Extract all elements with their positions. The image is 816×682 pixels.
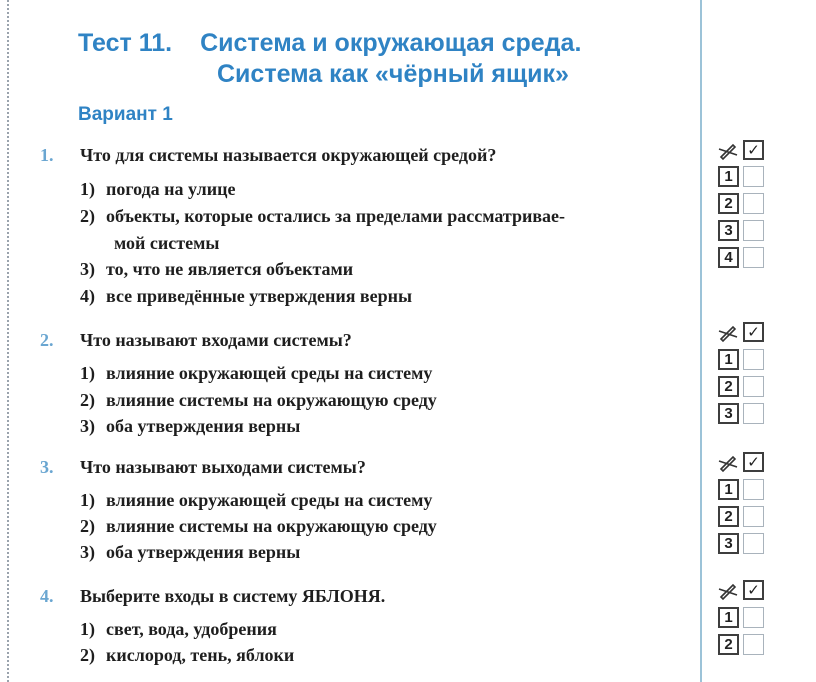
answer-number: 1 (718, 349, 739, 370)
option-text: влияние системы на окружающую среду (106, 516, 437, 536)
answer-row (714, 220, 774, 242)
option-3 (80, 542, 300, 563)
answer-number: 2 (718, 376, 739, 397)
option-2 (80, 516, 437, 537)
option-text: объекты, которые остались за пределами рассматривае- (106, 206, 566, 226)
answer-checkbox[interactable] (743, 220, 764, 241)
answer-number: 1 (718, 166, 739, 187)
answer-number: 3 (718, 220, 739, 241)
title-line-1: Система и окружающая среда. (200, 29, 582, 57)
answer-checkbox[interactable] (743, 403, 764, 424)
answer-number: 3 (718, 533, 739, 554)
answer-number: 2 (718, 634, 739, 655)
option-number: 2) (80, 645, 95, 665)
option-number: 1) (80, 490, 95, 510)
option-text: влияние системы на окружающую среду (106, 390, 437, 410)
answer-number: 1 (718, 479, 739, 500)
question-number: 4. (40, 586, 54, 606)
option-text: погода на улице (106, 179, 236, 199)
option-number: 1) (80, 619, 95, 639)
answer-checkbox[interactable] (743, 506, 764, 527)
option-number: 1) (80, 363, 95, 383)
page-edge-dotted-line (7, 0, 9, 682)
pencil-strikethrough-icon (718, 323, 738, 343)
option-text: влияние окружающей среды на систему (106, 363, 433, 383)
option-number: 4) (80, 286, 95, 306)
option-text: влияние окружающей среды на систему (106, 490, 433, 510)
check-icon: ✓ (743, 580, 764, 600)
answer-number: 4 (718, 247, 739, 268)
option-3 (80, 416, 300, 437)
answer-checkbox[interactable] (743, 376, 764, 397)
question-text: Что для системы называется окружающей средой? (80, 145, 497, 165)
answer-checkbox[interactable] (743, 166, 764, 187)
answer-row (714, 506, 774, 528)
variant-label: Вариант 1 (78, 104, 173, 125)
question-number: 1. (40, 145, 54, 165)
answer-checkbox[interactable] (743, 479, 764, 500)
answer-row (714, 403, 774, 425)
option-3 (80, 259, 353, 280)
check-icon: ✓ (743, 452, 764, 472)
test-number: Тест 11. (78, 29, 173, 57)
answer-checkbox[interactable] (743, 247, 764, 268)
answer-row (714, 247, 774, 269)
option-text: свет, вода, удобрения (106, 619, 277, 639)
answer-header (714, 322, 774, 344)
title-line-2: Система как «чёрный ящик» (217, 60, 569, 88)
option-number: 3) (80, 416, 95, 436)
check-icon: ✓ (743, 322, 764, 342)
answer-row (714, 533, 774, 555)
test-title (78, 28, 581, 90)
answer-checkbox[interactable] (743, 634, 764, 655)
question-text: Выберите входы в систему ЯБЛОНЯ. (80, 586, 386, 606)
answer-column-divider (700, 0, 702, 682)
answer-row (714, 193, 774, 215)
option-2 (80, 206, 565, 227)
pencil-strikethrough-icon (718, 453, 738, 473)
option-1 (80, 363, 432, 384)
option-1 (80, 490, 432, 511)
answer-checkbox[interactable] (743, 193, 764, 214)
answer-header (714, 452, 774, 474)
option-number: 3) (80, 259, 95, 279)
answer-row (714, 349, 774, 371)
answer-checkbox[interactable] (743, 349, 764, 370)
option-1 (80, 619, 277, 640)
option-4 (80, 286, 412, 307)
option-text: оба утверждения верны (106, 542, 301, 562)
answer-number: 3 (718, 403, 739, 424)
option-text: кислород, тень, яблоки (106, 645, 295, 665)
answer-row (714, 479, 774, 501)
option-number: 2) (80, 516, 95, 536)
option-1 (80, 179, 235, 200)
option-number: 1) (80, 179, 95, 199)
answer-header (714, 580, 774, 602)
pencil-strikethrough-icon (718, 581, 738, 601)
answer-number: 2 (718, 506, 739, 527)
check-icon: ✓ (743, 140, 764, 160)
option-2 (80, 390, 437, 411)
question-number: 3. (40, 457, 54, 477)
question-text: Что называют выходами системы? (80, 457, 366, 477)
option-2-continuation: мой системы (114, 233, 220, 253)
answer-header (714, 140, 774, 162)
pencil-strikethrough-icon (718, 141, 738, 161)
question-text: Что называют входами системы? (80, 330, 352, 350)
option-number: 2) (80, 390, 95, 410)
answer-row (714, 607, 774, 629)
answer-row (714, 634, 774, 656)
option-text: оба утверждения верны (106, 416, 301, 436)
answer-checkbox[interactable] (743, 607, 764, 628)
answer-row (714, 166, 774, 188)
option-text: все приведённые утверждения верны (106, 286, 413, 306)
option-number: 3) (80, 542, 95, 562)
answer-number: 2 (718, 193, 739, 214)
question-number: 2. (40, 330, 54, 350)
option-text: то, что не является объектами (106, 259, 354, 279)
answer-number: 1 (718, 607, 739, 628)
option-number: 2) (80, 206, 95, 226)
option-2 (80, 645, 294, 666)
answer-checkbox[interactable] (743, 533, 764, 554)
answer-row (714, 376, 774, 398)
